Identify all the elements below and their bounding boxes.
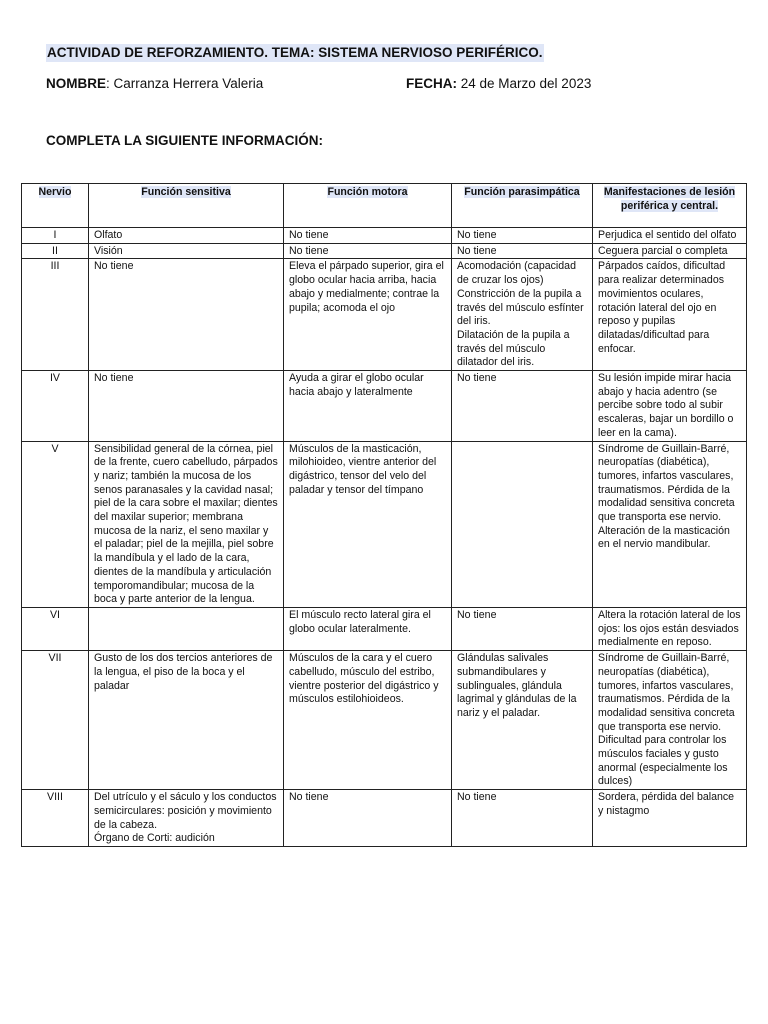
- header-funcion-parasimpatica: Función parasimpática: [452, 184, 593, 228]
- manifestaciones-cell: Sordera, pérdida del balance y nistagmo: [593, 790, 747, 847]
- nervio-cell: II: [22, 243, 89, 259]
- date-field: [406, 75, 591, 93]
- table-header-row: [22, 184, 747, 228]
- table-row: [22, 243, 747, 259]
- parasimpatica-cell: No tiene: [452, 371, 593, 442]
- manifestaciones-cell: Ceguera parcial o completa: [593, 243, 747, 259]
- student-info: [46, 75, 726, 93]
- motora-cell: El músculo recto lateral gira el globo ocular lateralmente.: [284, 607, 452, 650]
- sensitiva-cell: Gusto de los dos tercios anteriores de la lengua, el piso de la boca y el paladar: [89, 651, 284, 790]
- date-label: FECHA:: [406, 76, 457, 91]
- sensitiva-cell: [89, 607, 284, 650]
- nervio-cell: VIII: [22, 790, 89, 847]
- motora-cell: Músculos de la masticación, milohioideo, vientre anterior del digástrico, tensor del velo del paladar y tensor del tímpano: [284, 441, 452, 607]
- nervio-cell: VI: [22, 607, 89, 650]
- manifestaciones-cell: Síndrome de Guillain-Barré, neuropatías (diabética), tumores, infartos vasculares, traumatismos. Pérdida de la modalidad sensitiva concreta que transporta ese nervio. Dificultad para controlar los músculos faciales y gusto anormal (especialmente los dulces): [593, 651, 747, 790]
- parasimpatica-cell: Acomodación (capacidad de cruzar los ojos) Constricción de la pupila a través del músculo esfínter del iris. Dilatación de la pupila a través del músculo dilatador del iris.: [452, 259, 593, 371]
- manifestaciones-cell: Altera la rotación lateral de los ojos: los ojos están desviados medialmente en reposo.: [593, 607, 747, 650]
- instruction-heading: COMPLETA LA SIGUIENTE INFORMACIÓN:: [46, 133, 323, 148]
- table-row: [22, 790, 747, 847]
- sensitiva-cell: No tiene: [89, 259, 284, 371]
- sensitiva-cell: No tiene: [89, 371, 284, 442]
- nervio-cell: I: [22, 228, 89, 244]
- parasimpatica-cell: Glándulas salivales submandibulares y sublinguales, glándula lagrimal y glándulas de la nariz y el paladar.: [452, 651, 593, 790]
- sensitiva-cell: Visión: [89, 243, 284, 259]
- motora-cell: Músculos de la cara y el cuero cabelludo, músculo del estribo, vientre posterior del digástrico y músculos estilohioideos.: [284, 651, 452, 790]
- table-row: [22, 228, 747, 244]
- header-funcion-sensitiva: Función sensitiva: [89, 184, 284, 228]
- motora-cell: Eleva el párpado superior, gira el globo ocular hacia arriba, hacia abajo y medialmente; contrae la pupila; acomoda el ojo: [284, 259, 452, 371]
- table-row: [22, 259, 747, 371]
- nerve-table: [21, 183, 747, 847]
- table-row: [22, 441, 747, 607]
- document-title: ACTIVIDAD DE REFORZAMIENTO. TEMA: SISTEMA NERVIOSO PERIFÉRICO.: [47, 45, 543, 60]
- name-label: NOMBRE: [46, 76, 106, 91]
- table-row: [22, 371, 747, 442]
- header-nervio: Nervio: [22, 184, 89, 228]
- name-value: : Carranza Herrera Valeria: [106, 76, 264, 91]
- nervio-cell: III: [22, 259, 89, 371]
- table-row: [22, 651, 747, 790]
- nervio-cell: VII: [22, 651, 89, 790]
- motora-cell: Ayuda a girar el globo ocular hacia abajo y lateralmente: [284, 371, 452, 442]
- manifestaciones-cell: Perjudica el sentido del olfato: [593, 228, 747, 244]
- manifestaciones-cell: Síndrome de Guillain-Barré, neuropatías (diabética), tumores, infartos vasculares, traumatismos. Pérdida de la modalidad sensitiva concreta que transporta ese nervio. Alteración de la masticación en el nervio mandibular.: [593, 441, 747, 607]
- parasimpatica-cell: No tiene: [452, 607, 593, 650]
- nervio-cell: V: [22, 441, 89, 607]
- motora-cell: No tiene: [284, 243, 452, 259]
- parasimpatica-cell: No tiene: [452, 243, 593, 259]
- nervio-cell: IV: [22, 371, 89, 442]
- header-funcion-motora: Función motora: [284, 184, 452, 228]
- sensitiva-cell: Sensibilidad general de la córnea, piel de la frente, cuero cabelludo, párpados y nariz; también la mucosa de los senos paranasales y la cavidad nasal; piel de la cara sobre el maxilar; dientes del maxilar superior; membrana mucosa de la nariz, el seno maxilar y el paladar; piel de la mejilla, piel sobre la mandíbula y el lado de la cara, dientes de la mandíbula y articulación temporomandibular; mucosa de la boca y parte anterior de la lengua.: [89, 441, 284, 607]
- manifestaciones-cell: Su lesión impide mirar hacia abajo y hacia adentro (se percibe sobre todo al subir escaleras, bajar un bordillo o leer en la cama).: [593, 371, 747, 442]
- manifestaciones-cell: Párpados caídos, dificultad para realizar determinados movimientos oculares, rotación lateral del ojo en reposo y pupilas dilatadas/dificultad para enfocar.: [593, 259, 747, 371]
- date-value: 24 de Marzo del 2023: [457, 76, 592, 91]
- sensitiva-cell: Del utrículo y el sáculo y los conductos semicirculares: posición y movimiento de la cabeza. Órgano de Corti: audición: [89, 790, 284, 847]
- table-row: [22, 607, 747, 650]
- sensitiva-cell: Olfato: [89, 228, 284, 244]
- parasimpatica-cell: No tiene: [452, 790, 593, 847]
- motora-cell: No tiene: [284, 790, 452, 847]
- motora-cell: No tiene: [284, 228, 452, 244]
- parasimpatica-cell: No tiene: [452, 228, 593, 244]
- parasimpatica-cell: [452, 441, 593, 607]
- header-manifestaciones: Manifestaciones de lesión periférica y central.: [593, 184, 747, 228]
